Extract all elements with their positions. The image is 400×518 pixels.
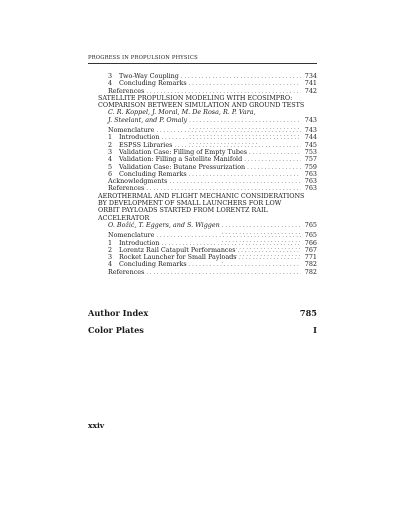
section-title: ESPSS Libraries [119, 140, 173, 149]
section-number: 4 [108, 155, 113, 164]
chapter-title-line: ACCELERATOR [98, 213, 150, 222]
section-number: 2 [108, 245, 113, 254]
section-number: 5 [108, 162, 113, 171]
page-number: I [313, 325, 317, 335]
page-number: 782 [304, 260, 317, 269]
page-number: 767 [304, 245, 317, 254]
leader-dots [189, 81, 301, 88]
chapter-title-line: ORBIT PAYLOADS STARTED FROM LORENTZ RAIL [98, 206, 268, 215]
page-number: 742 [304, 86, 317, 95]
chapter-authors-last [90, 222, 317, 229]
section-title: Concluding Remarks [119, 169, 187, 178]
references-label: References [108, 267, 145, 276]
section-number: 1 [108, 238, 113, 247]
section-number: 3 [108, 147, 113, 156]
leader-dots [156, 128, 301, 135]
page-number: 757 [304, 155, 317, 164]
section-title: Validation Case: Butane Pressurization [119, 162, 246, 171]
chapter-authors: C. R. Koppel, J. Moral, M. De Rosa, R. P. Vara, [108, 108, 256, 117]
acknowledgments-label: Acknowledgments [108, 177, 168, 186]
page-number: 759 [304, 162, 317, 171]
chapter-title-line: BY DEVELOPMENT OF SMALL LAUNCHERS FOR LOW [98, 199, 282, 208]
page-number: 766 [304, 238, 317, 247]
page-number: 771 [304, 253, 317, 262]
section-title: Introduction [119, 238, 160, 247]
back-matter-entries [88, 308, 317, 342]
page-number: 763 [304, 169, 317, 178]
page-number: 763 [304, 184, 317, 193]
page-number: 743 [304, 115, 317, 124]
authors-text: O. Božić, T. Eggers, and S. Wiggen [108, 220, 220, 229]
nomenclature-label: Nomenclature [108, 126, 155, 135]
leader-dots [244, 157, 301, 164]
section-title: Validation: Filling a Satellite Manifold [119, 155, 243, 164]
leader-dots [169, 179, 301, 186]
section-number: 6 [108, 169, 113, 178]
page-number: 753 [304, 147, 317, 156]
color-plates-label: Color Plates [88, 325, 144, 335]
page-number: 785 [299, 308, 317, 318]
leader-dots [239, 255, 301, 262]
toc-row-references [90, 269, 317, 276]
page-number: 743 [304, 126, 317, 135]
section-number: 3 [108, 253, 113, 262]
author-index-label: Author Index [88, 308, 149, 318]
chapter-title-line: SATELLITE PROPULSION MODELING WITH ECOSIMPRO: [98, 93, 293, 102]
toc-row-author-index [88, 308, 317, 325]
chapter-authors-last [90, 117, 317, 124]
page-folio: xxiv [88, 421, 105, 430]
table-of-contents [90, 73, 317, 276]
chapter-title-line: COMPARISON BETWEEN SIMULATION AND GROUND TESTS [98, 101, 305, 110]
page-number: 765 [304, 220, 317, 229]
leader-dots [189, 262, 301, 269]
header-rule [88, 63, 317, 64]
leader-dots [146, 270, 301, 277]
page-number: 765 [304, 231, 317, 240]
section-number: 4 [108, 260, 113, 269]
section-title: Lorentz Rail Catapult Performances [119, 245, 236, 254]
nomenclature-label: Nomenclature [108, 231, 155, 240]
leader-dots [238, 248, 301, 255]
references-label: References [108, 184, 145, 193]
page-number: 745 [304, 140, 317, 149]
leader-dots [249, 150, 301, 157]
section-title: Introduction [119, 133, 160, 142]
section-title: Concluding Remarks [119, 260, 187, 269]
leader-dots [161, 135, 301, 142]
section-title: Two-Way Coupling [119, 72, 179, 80]
leader-dots [156, 233, 301, 240]
running-head: PROGRESS IN PROPULSION PHYSICS [88, 55, 198, 61]
chapter-title-line: AEROTHERMAL AND FLIGHT MECHANIC CONSIDERATIONS [98, 191, 305, 200]
references-label: References [108, 86, 145, 95]
section-title: Validation Case: Filling of Empty Tubes [119, 147, 248, 156]
section-title: Concluding Remarks [119, 79, 187, 88]
section-number: 3 [108, 72, 113, 80]
toc-row-color-plates [88, 325, 317, 342]
page-number: 763 [304, 177, 317, 186]
leader-dots [181, 74, 301, 81]
section-title: Rocket Launcher for Small Payloads [119, 253, 237, 262]
page-number: 744 [304, 133, 317, 142]
leader-dots [189, 172, 301, 179]
section-number: 2 [108, 140, 113, 149]
page-number: 782 [304, 267, 317, 276]
section-number: 1 [108, 133, 113, 142]
authors-text: J. Steelant, and P. Omaly [108, 115, 188, 124]
page-number: 741 [304, 79, 317, 88]
leader-dots [247, 165, 301, 172]
section-number: 4 [108, 79, 113, 88]
page-number: 734 [304, 72, 317, 80]
